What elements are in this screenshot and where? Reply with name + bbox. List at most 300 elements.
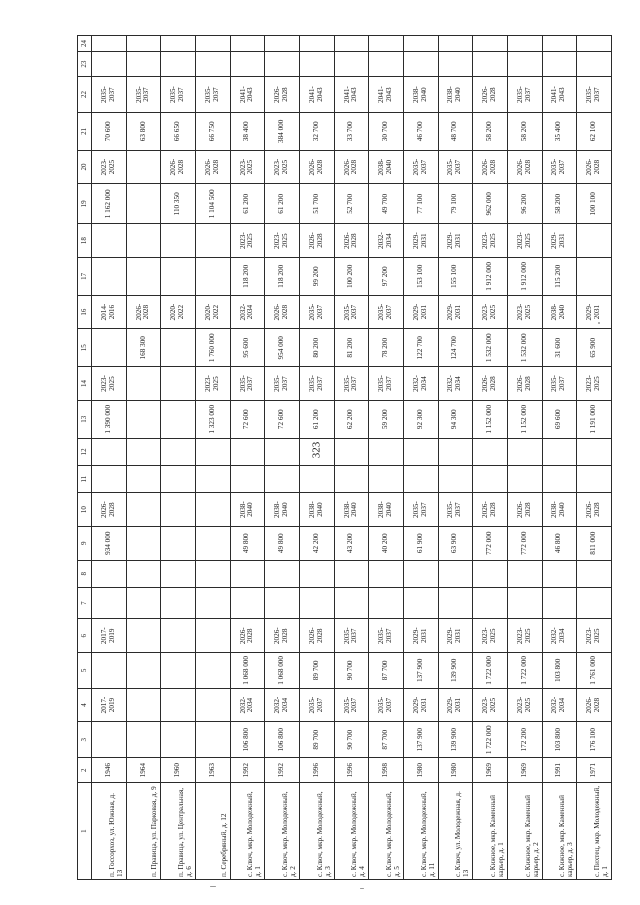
table-cell — [438, 51, 473, 76]
table-cell: 2026-2028 — [507, 150, 542, 184]
table-cell: 1 191 000 — [577, 400, 612, 438]
table-cell — [230, 51, 265, 76]
table-cell — [473, 36, 508, 52]
table-cell: 2026-2028 — [126, 295, 161, 329]
table-cell — [403, 465, 438, 492]
table-cell: 2041-2043 — [230, 77, 265, 113]
scan-mark — [598, 322, 600, 324]
table-cell: 2035-2037 — [369, 688, 404, 722]
address-cell: с. Ключ, мкр. Молодежный, д. 4 — [334, 783, 369, 880]
table-cell: 2035-2037 — [92, 77, 127, 113]
table-cell: 66 750 — [195, 112, 230, 150]
table-cell: 2041-2043 — [334, 77, 369, 113]
column-number-cell: 8 — [78, 560, 92, 587]
table-cell: 2032-2034 — [403, 367, 438, 401]
table-cell: 52 700 — [334, 184, 369, 224]
table-cell: 2026-2028 — [195, 150, 230, 184]
table-cell: 1 323 000 — [195, 400, 230, 438]
table-row — [507, 36, 542, 880]
table-cell: 46 800 — [542, 526, 577, 560]
table-cell — [473, 51, 508, 76]
table-cell: 2035-2037 — [369, 619, 404, 653]
table-cell — [92, 722, 127, 758]
table-cell: 31 600 — [542, 329, 577, 367]
table-cell: 2029-2031 — [403, 619, 438, 653]
table-cell: 2035-2037 — [542, 367, 577, 401]
table-cell: 62 200 — [334, 400, 369, 438]
table-cell: 139 900 — [438, 653, 473, 689]
table-cell — [126, 560, 161, 587]
table-cell: 2026-2028 — [577, 493, 612, 527]
scan-mark — [360, 888, 364, 889]
table-cell: 2029-2031 — [438, 619, 473, 653]
table-cell: 2023-2025 — [507, 619, 542, 653]
table-cell — [438, 438, 473, 465]
column-number-cell: 11 — [78, 465, 92, 492]
column-number-cell: 10 — [78, 493, 92, 527]
table-cell: 2035-2037 — [577, 77, 612, 113]
table-cell — [230, 438, 265, 465]
table-cell: 2035-2037 — [403, 150, 438, 184]
table-cell: 1 390 000 — [92, 400, 127, 438]
table-cell — [195, 688, 230, 722]
table-cell: 2026-2028 — [577, 150, 612, 184]
table-row — [195, 36, 230, 880]
table-cell: 72 600 — [230, 400, 265, 438]
table-cell: 49 700 — [369, 184, 404, 224]
table-cell: 2026-2028 — [92, 493, 127, 527]
table-cell: 1980 — [438, 758, 473, 783]
table-cell: 2020-2022 — [161, 295, 196, 329]
table-cell: 1 912 000 — [473, 257, 508, 295]
table-cell: 103 800 — [542, 653, 577, 689]
table-cell — [161, 619, 196, 653]
table-cell: 137 900 — [403, 653, 438, 689]
address-cell: п. Правица, ул. Парковая, д. 9 — [126, 783, 161, 880]
table-cell: 89 700 — [299, 722, 334, 758]
table-cell — [438, 587, 473, 619]
table-cell: 2023-2025 — [265, 150, 300, 184]
address-cell: с. Кижное, мкр. Каменный карьер, д. 1 — [473, 783, 508, 880]
table-cell: 2026-2028 — [473, 77, 508, 113]
table-cell: 1969 — [473, 758, 508, 783]
address-cell: п. Госсорхоз, ул. Южная, д. 13 — [92, 783, 127, 880]
table-cell: 62 100 — [577, 112, 612, 150]
table-cell: 118 200 — [265, 257, 300, 295]
table-cell: 61 900 — [403, 526, 438, 560]
table-cell — [473, 438, 508, 465]
table-cell — [161, 465, 196, 492]
table-cell: 1 722 000 — [473, 653, 508, 689]
table-cell: 2023-2025 — [507, 295, 542, 329]
table-cell — [126, 400, 161, 438]
table-cell: 2023-2025 — [507, 688, 542, 722]
table-cell — [195, 51, 230, 76]
table-cell: 2023-2025 — [92, 367, 127, 401]
table-cell: 1 068 000 — [265, 653, 300, 689]
table-cell — [403, 587, 438, 619]
table-cell: 384 000 — [265, 112, 300, 150]
table-cell: 139 900 — [438, 722, 473, 758]
table-cell — [126, 184, 161, 224]
table-cell — [265, 560, 300, 587]
table-cell — [542, 465, 577, 492]
table-cell: 122 700 — [403, 329, 438, 367]
table-cell: 2026-2028 — [299, 619, 334, 653]
table-cell — [334, 51, 369, 76]
table-cell: 2035-2037 — [334, 295, 369, 329]
table-cell: 43 200 — [334, 526, 369, 560]
table-cell — [161, 224, 196, 258]
table-cell: 2026-2028 — [473, 367, 508, 401]
table-cell: 66 650 — [161, 112, 196, 150]
table-cell: 1992 — [230, 758, 265, 783]
table-cell: 106 800 — [265, 722, 300, 758]
table-cell: 1 152 000 — [473, 400, 508, 438]
address-cell: с. Ключ, мкр. Молодежный, д. 2 — [265, 783, 300, 880]
table-cell: 2026-2028 — [265, 77, 300, 113]
table-row — [126, 36, 161, 880]
table-cell: 137 900 — [403, 722, 438, 758]
table-row — [299, 36, 334, 880]
table-cell: 63 800 — [126, 112, 161, 150]
table-cell: 99 200 — [299, 257, 334, 295]
table-cell: 2023-2025 — [473, 295, 508, 329]
table-cell: 96 200 — [507, 184, 542, 224]
table-cell — [126, 619, 161, 653]
table-cell — [126, 150, 161, 184]
table-cell: 2035-2037 — [299, 295, 334, 329]
table-cell — [161, 493, 196, 527]
table-cell: 49 800 — [230, 526, 265, 560]
table-cell — [265, 51, 300, 76]
table-cell: 1963 — [195, 758, 230, 783]
table-cell: 2017-2019 — [92, 688, 127, 722]
table-cell — [369, 51, 404, 76]
address-cell: с. Ключ, мкр. Молодежный, д. 1 — [230, 783, 265, 880]
table-cell — [195, 493, 230, 527]
table-cell — [126, 722, 161, 758]
table-cell: 811 000 — [577, 526, 612, 560]
table-cell: 172 200 — [507, 722, 542, 758]
table-cell — [126, 526, 161, 560]
table-cell: 2014-2016 — [92, 295, 127, 329]
table-cell: 2026-2028 — [507, 367, 542, 401]
table-cell — [577, 465, 612, 492]
column-number-cell: 12 — [78, 438, 92, 465]
table-cell: 1971 — [577, 758, 612, 783]
table-row — [577, 36, 612, 880]
table-cell: 2038-2040 — [299, 493, 334, 527]
table-cell: 2035-2037 — [265, 367, 300, 401]
table-cell — [334, 587, 369, 619]
table-cell — [161, 722, 196, 758]
table-cell: 1991 — [542, 758, 577, 783]
table-cell: 58 200 — [542, 184, 577, 224]
table-cell: 2038-2040 — [369, 150, 404, 184]
table-cell — [299, 560, 334, 587]
table-cell — [542, 438, 577, 465]
table-row — [473, 36, 508, 880]
table-cell — [438, 36, 473, 52]
table-cell: 176 100 — [577, 722, 612, 758]
table-cell: 2026-2028 — [299, 224, 334, 258]
table-cell: 2026-2028 — [473, 493, 508, 527]
table-cell: 2035-2037 — [542, 150, 577, 184]
table-cell: 2035-2037 — [230, 367, 265, 401]
table-cell — [126, 224, 161, 258]
table-cell: 2035-2037 — [299, 688, 334, 722]
table-cell: 2026-2028 — [299, 150, 334, 184]
table-cell: 1 104 500 — [195, 184, 230, 224]
table-cell: 2017-2019 — [92, 619, 127, 653]
table-cell: 2020-2022 — [195, 295, 230, 329]
table-cell — [334, 438, 369, 465]
table-cell: 1 912 000 — [507, 257, 542, 295]
table-cell: 2035-2037 — [161, 77, 196, 113]
table-cell: 1964 — [126, 758, 161, 783]
table-cell — [126, 257, 161, 295]
table-cell — [265, 587, 300, 619]
table-cell — [161, 257, 196, 295]
column-number-cell: 24 — [78, 36, 92, 52]
table-cell — [195, 36, 230, 52]
table-cell — [542, 36, 577, 52]
table-cell: 2041-2043 — [299, 77, 334, 113]
table-cell: 2038-2040 — [542, 493, 577, 527]
table-cell — [126, 438, 161, 465]
column-number-cell: 1 — [78, 783, 92, 880]
scan-mark — [210, 886, 216, 887]
column-number-cell: 5 — [78, 653, 92, 689]
table-cell: 2026-2028 — [577, 688, 612, 722]
table-cell — [161, 367, 196, 401]
table-cell — [161, 438, 196, 465]
table-cell: 103 800 — [542, 722, 577, 758]
column-number-cell: 17 — [78, 257, 92, 295]
table-cell — [195, 438, 230, 465]
column-number-cell: 20 — [78, 150, 92, 184]
table-cell: 2035-2037 — [334, 619, 369, 653]
table-cell — [507, 51, 542, 76]
table-cell: 2029-2031 — [403, 688, 438, 722]
table-cell: 1 068 000 — [230, 653, 265, 689]
column-number-cell: 13 — [78, 400, 92, 438]
table-cell: 2026-2028 — [473, 150, 508, 184]
column-number-cell: 22 — [78, 77, 92, 113]
table-cell: 1 532 000 — [507, 329, 542, 367]
table-cell: 35 400 — [542, 112, 577, 150]
table-cell: 2038-2040 — [334, 493, 369, 527]
table-cell — [369, 438, 404, 465]
table-cell: 2032-2034 — [438, 367, 473, 401]
table-cell — [334, 560, 369, 587]
table-cell: 106 800 — [230, 722, 265, 758]
table-cell: 2023-2025 — [230, 150, 265, 184]
table-cell: 2026-2028 — [230, 619, 265, 653]
table-cell: 1996 — [299, 758, 334, 783]
table-cell — [195, 465, 230, 492]
table-cell: 1 152 000 — [507, 400, 542, 438]
table-cell: 2029-2031 — [403, 224, 438, 258]
table-cell: 1992 — [265, 758, 300, 783]
table-cell — [265, 465, 300, 492]
table-cell: 48 700 — [438, 112, 473, 150]
table-cell: 2029-2031 — [438, 224, 473, 258]
table-cell — [265, 438, 300, 465]
address-cell: с. Пихтец, мкр. Молодежный, д. 1 — [577, 783, 612, 880]
table-cell: 92 300 — [403, 400, 438, 438]
table-cell — [334, 465, 369, 492]
table-cell: 30 700 — [369, 112, 404, 150]
table-cell — [577, 36, 612, 52]
table-cell: 1 761 000 — [577, 653, 612, 689]
table-cell: 2026-2028 — [161, 150, 196, 184]
table-cell: 72 600 — [265, 400, 300, 438]
table-cell — [161, 36, 196, 52]
table-cell: 89 700 — [299, 653, 334, 689]
table-cell: 58 200 — [507, 112, 542, 150]
table-cell: 2026-2028 — [507, 493, 542, 527]
table-cell: 1969 — [507, 758, 542, 783]
table-cell: 2035-2037 — [369, 367, 404, 401]
address-cell: с. Ключ, ул. Молодежная, д. 13 — [438, 783, 473, 880]
table-cell — [369, 587, 404, 619]
table-cell: 2041-2043 — [542, 77, 577, 113]
table-cell: 2026-2028 — [265, 295, 300, 329]
address-cell: с. Ключ, мкр. Молодежный, д. 3 — [299, 783, 334, 880]
table-cell: 2038-2040 — [542, 295, 577, 329]
table-cell — [92, 329, 127, 367]
table-cell: 1980 — [403, 758, 438, 783]
page-number: 323 — [310, 441, 323, 459]
table-row — [438, 36, 473, 880]
table-cell: 95 600 — [230, 329, 265, 367]
table-cell — [195, 722, 230, 758]
table-cell — [92, 224, 127, 258]
table-cell — [577, 587, 612, 619]
table-cell: 42 200 — [299, 526, 334, 560]
table-cell: 32 700 — [299, 112, 334, 150]
table-cell: 2035-2037 — [334, 367, 369, 401]
table-cell: 1 722 000 — [473, 722, 508, 758]
table-cell — [542, 51, 577, 76]
table-cell — [126, 493, 161, 527]
table-cell: 2029-2031 — [438, 688, 473, 722]
table-cell: 2041-2043 — [369, 77, 404, 113]
table-cell: 1 162 000 — [92, 184, 127, 224]
table-cell: 124 700 — [438, 329, 473, 367]
table-cell: 2023-2025 — [577, 367, 612, 401]
table-cell: 49 800 — [265, 526, 300, 560]
table-cell — [369, 36, 404, 52]
table-cell — [507, 587, 542, 619]
table-cell — [507, 36, 542, 52]
table-cell — [299, 465, 334, 492]
table-cell: 87 700 — [369, 722, 404, 758]
table-cell: 2023-2025 — [507, 224, 542, 258]
table-cell — [92, 587, 127, 619]
table-row — [265, 36, 300, 880]
table-cell: 97 200 — [369, 257, 404, 295]
table-cell: 2038-2040 — [369, 493, 404, 527]
table-cell: 58 200 — [473, 112, 508, 150]
table-cell: 2038-2040 — [265, 493, 300, 527]
table-cell: 2029-2031 — [403, 295, 438, 329]
table-cell: 168 300 — [126, 329, 161, 367]
table-cell: 2023-2025 — [265, 224, 300, 258]
table-cell: 2023-2025 — [577, 619, 612, 653]
table-row — [230, 36, 265, 880]
table-cell: 2026-2028 — [265, 619, 300, 653]
table-cell — [161, 400, 196, 438]
table-cell: 962 000 — [473, 184, 508, 224]
table-cell: 100 100 — [577, 184, 612, 224]
table-cell — [369, 465, 404, 492]
address-cell: п. Серебряный, д. 12 — [195, 783, 230, 880]
table-cell: 69 600 — [542, 400, 577, 438]
table-cell — [126, 653, 161, 689]
table-cell: 2026-2028 — [334, 150, 369, 184]
table-cell — [230, 465, 265, 492]
address-cell: с. Кижное, мкр. Каменный карьер, д. 2 — [507, 783, 542, 880]
table-cell: 118 200 — [230, 257, 265, 295]
table-cell — [195, 653, 230, 689]
table-cell — [161, 526, 196, 560]
table-cell — [542, 560, 577, 587]
table-cell: 772 000 — [507, 526, 542, 560]
table-cell — [230, 560, 265, 587]
table-cell — [473, 560, 508, 587]
table-row — [161, 36, 196, 880]
table-cell: 70 600 — [92, 112, 127, 150]
table-cell: 2023-2025 — [473, 224, 508, 258]
table-cell: 81 200 — [334, 329, 369, 367]
table-cell: 1946 — [92, 758, 127, 783]
table-cell — [577, 224, 612, 258]
table-cell — [265, 36, 300, 52]
table-row — [334, 36, 369, 880]
table-cell: 2032-2034 — [265, 688, 300, 722]
table-cell — [92, 465, 127, 492]
table-cell: 115 200 — [542, 257, 577, 295]
table-cell: 61 200 — [230, 184, 265, 224]
table-cell: 79 100 — [438, 184, 473, 224]
table-cell: 772 000 — [473, 526, 508, 560]
table-cell: 59 200 — [369, 400, 404, 438]
table-cell — [92, 257, 127, 295]
table-cell — [161, 653, 196, 689]
table-row — [369, 36, 404, 880]
table-cell: 2029-2031 — [438, 295, 473, 329]
table-cell — [299, 587, 334, 619]
table-cell: 90 700 — [334, 722, 369, 758]
table-row — [403, 36, 438, 880]
table-cell — [403, 36, 438, 52]
table-cell: 1998 — [369, 758, 404, 783]
table-cell — [195, 257, 230, 295]
table-cell — [577, 560, 612, 587]
column-number-cell: 16 — [78, 295, 92, 329]
table-cell: 1960 — [161, 758, 196, 783]
table-cell: 2029-2031 — [542, 224, 577, 258]
table-cell — [299, 51, 334, 76]
table-cell: 2035-2037 — [126, 77, 161, 113]
table-cell: 100 200 — [334, 257, 369, 295]
table-cell — [230, 587, 265, 619]
table-cell: 2029-2031 — [577, 295, 612, 329]
table-cell: 63 900 — [438, 526, 473, 560]
